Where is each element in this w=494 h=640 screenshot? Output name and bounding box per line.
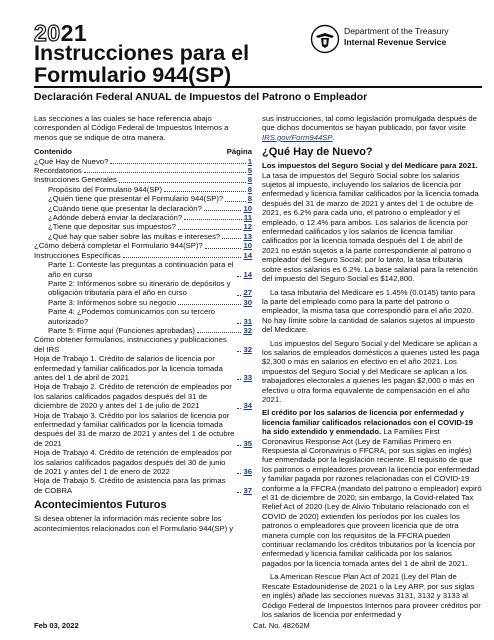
toc-entry-label: Propósito del Formulario 944(SP) [48, 184, 163, 194]
title-rule [34, 86, 482, 88]
toc-entry[interactable] [34, 204, 252, 213]
toc-leader-dots [237, 295, 241, 296]
toc-entry[interactable] [34, 232, 252, 241]
toc-page-link[interactable]: 5 [247, 166, 252, 176]
toc-entry-label: ¿Adónde deberá enviar la declaración? [48, 213, 183, 223]
toc-entry[interactable] [34, 279, 252, 298]
toc-entry[interactable] [34, 307, 252, 326]
toc-page-link[interactable]: 31 [243, 316, 252, 326]
toc-leader-dots [225, 201, 246, 202]
toc-page-link[interactable]: 8 [247, 194, 252, 204]
toc-entry-label: Hoja de Trabajo 5. Crédito de asistencia para las primas de COBRA [34, 476, 226, 495]
toc-entry-label: Hoja de Trabajo 1. Crédito de salarios de licencia por enfermedad y familiar calificados por la licencia tomada antes del 1 de abril de 2021 [34, 354, 223, 382]
toc-page-link[interactable]: 33 [243, 372, 252, 382]
toc-page-link[interactable]: 34 [243, 401, 252, 411]
tax-year-outline: 20 [34, 20, 61, 46]
title-line-2: Formulario 944(SP) [34, 63, 232, 87]
left-column [34, 114, 252, 537]
future-developments-text: Si desea obtener la información más reciente sobre los acontecimientos relacionados con el Formulario 944(SP) y [34, 514, 234, 533]
toc-leader-dots [197, 332, 241, 333]
toc-entry[interactable] [34, 476, 252, 495]
irs-eagle-logo-icon [310, 24, 340, 54]
toc-leader-dots [184, 219, 242, 220]
covid-credit-paragraph [262, 408, 482, 568]
agency-block [310, 24, 480, 54]
toc-leader-dots [237, 473, 241, 474]
continued-paragraph: sus instrucciones, tal como legislación promulgada después de que dichos documentos se hayan publicado, por favor visite IRS.gov/Form944SP. [262, 114, 477, 142]
toc-page-link[interactable]: 8 [247, 175, 252, 185]
toc-leader-dots [237, 445, 241, 446]
toc-leader-dots [237, 276, 241, 277]
toc-page-link[interactable]: 10 [243, 241, 252, 251]
toc-leader-dots [119, 182, 246, 183]
toc-leader-dots [178, 229, 242, 230]
right-column [262, 114, 482, 623]
toc-leader-dots [84, 172, 246, 173]
agency-irs: Internal Revenue Service [344, 37, 447, 47]
toc-page-link[interactable]: 13 [243, 231, 252, 241]
toc-entry[interactable] [34, 194, 252, 203]
toc-entry[interactable] [34, 326, 252, 335]
toc-entry-label: Parte 4: ¿Podemos comunicarnos con su tercero autorizado? [48, 307, 216, 326]
toc-entry[interactable] [34, 241, 252, 250]
toc-page-link[interactable]: 32 [243, 344, 252, 354]
toc-leader-dots [123, 257, 242, 258]
toc-leader-dots [204, 210, 242, 211]
toc-entry[interactable] [34, 298, 252, 307]
table-of-contents [34, 157, 252, 496]
toc-entry[interactable] [34, 157, 252, 166]
toc-entry[interactable] [34, 213, 252, 222]
toc-entry[interactable] [34, 448, 252, 476]
toc-entry[interactable] [34, 335, 252, 354]
toc-page-link[interactable]: 14 [243, 250, 252, 260]
toc-entry[interactable] [34, 251, 252, 260]
title-line-1: Instrucciones para el [34, 41, 250, 65]
footer-date: Feb 03, 2022 [34, 621, 79, 630]
toc-page-link[interactable]: 8 [247, 184, 252, 194]
toc-leader-dots [237, 408, 241, 409]
toc-page-link[interactable]: 30 [243, 297, 252, 307]
toc-entry-label: ¿Cómo deberá completar el Formulario 944(SP)? [34, 241, 203, 251]
toc-entry-label: ¿Tiene que depositar sus impuestos? [48, 222, 176, 232]
toc-entry-label: Recordatorios [34, 166, 82, 176]
form944sp-link[interactable]: IRS.gov/Form944SP [262, 132, 333, 142]
ss-medicare-text: La tasa de impuestos del Seguro Social sobre los salarios sujetos al impuesto, incluyendo los salarios de licencia por enfermedad y licencia familiar calificados por la licencia tomada después del 31 de marzo de 2021 y antes del 1 de octubre de 2021, es 6.2% para cada uno, el patrono o empleador y el empleado, o 12.4% para ambos. Los salarios de licencia por enfermedad calificados y los salarios de licencia familiar calificados por la licencia tomada después del 1 de abril de 2021 no están sujetos a la parte correspondiente al patrono o empleador del Seguro Social; por lo tanto, la tasa tributaria sobre estos salarios es 6.2%. La base salarial para la retención del impuesto del Seguro Social es $142,800. [262, 170, 479, 284]
toc-entry-label: Hoja de Trabajo 4. Crédito de retención de empleados por los salarios calificados pagados después del 30 de junio de 2021 y antes del 1 de enero de 2022 [34, 448, 232, 477]
toc-entry-label: Instrucciones Generales [34, 175, 117, 185]
ss-medicare-lead: Los impuestos del Seguro Social y del Medicare para 2021. [262, 161, 478, 171]
toc-entry[interactable] [34, 354, 252, 382]
toc-page-link[interactable]: 37 [243, 485, 252, 495]
toc-entry-label: Hoja de Trabajo 3. Crédito por los salarios de licencia por enfermedad y familiar calificados por la licencia tomada después del 31 de marzo de 2021 y antes del 1 de octubre de 2021 [34, 410, 235, 448]
toc-entry-label: ¿Quién tiene que presentar el Formulario 944(SP)? [48, 194, 224, 204]
agency-department: Department of the Treasury [344, 26, 449, 36]
continued-text: sus instrucciones, tal como legislación promulgada después de que dichos documentos se hayan publicado, por favor visite [262, 114, 477, 133]
toc-entry[interactable] [34, 175, 252, 184]
household-employees-paragraph: Los impuestos del Seguro Social y del Medicare se aplican a los salarios de empleados domésticos a quienes usted les paga $2,300 o más en salarios en efectivo en el año 2021. Los impuestos del Seguro Social y del Medicare se aplican a los trabajadores electorales a quienes les pagan $2,000 o más en efectivo u otra forma equivalente de compensación en el año 2021. [262, 338, 480, 404]
toc-page-link[interactable]: 32 [243, 325, 252, 335]
toc-page-link[interactable]: 10 [243, 203, 252, 213]
toc-leader-dots [178, 304, 241, 305]
toc-entry-label: Parte 2: Infórmenos sobre su itinerario de depósitos y obligación tributaria para el año en curso [48, 278, 231, 298]
page-title [34, 42, 249, 86]
toc-leader-dots [110, 163, 245, 164]
toc-leader-dots [237, 379, 241, 380]
covid-credit-lead: El crédito por los salarios de licencia por enfermedad y licencia familiar calificados relacionados con el COVID-19 ha sido extendido y enmendado. [262, 408, 474, 437]
toc-page-link[interactable]: 14 [243, 269, 252, 279]
toc-leader-dots [205, 248, 242, 249]
whats-new-heading: ¿Qué Hay de Nuevo? [262, 146, 373, 159]
toc-leader-dots [164, 191, 246, 192]
ss-medicare-paragraph [262, 161, 482, 283]
toc-leader-dots [222, 238, 241, 239]
toc-page-link[interactable]: 27 [243, 288, 252, 298]
future-developments-heading: Acontecimientos Futuros [34, 499, 167, 512]
toc-page-link[interactable]: 12 [243, 222, 252, 232]
toc-entry[interactable] [34, 222, 252, 231]
toc-entry-label: Hoja de Trabajo 2. Crédito de retención de empleados por los salarios calificados pagados después del 31 de diciembre de 2020 y antes del 1 de julio de 2021 [34, 382, 232, 411]
toc-title: Contenido [34, 147, 73, 157]
toc-page-label: Página [226, 147, 252, 157]
toc-entry[interactable] [34, 185, 252, 194]
toc-entry-label: Parte 3: Infórmenos sobre su negocio [48, 297, 177, 307]
toc-page-link[interactable]: 11 [243, 213, 252, 223]
intro-paragraph: Las secciones a las cuales se hace referencia abajo corresponden al Código Federal de Impuestos Internos a menos que se indique de otra manera. [34, 114, 229, 142]
toc-header [34, 147, 252, 156]
toc-entry[interactable] [34, 382, 252, 410]
toc-page-link[interactable]: 35 [243, 438, 252, 448]
toc-page-link[interactable]: 1 [247, 156, 252, 166]
toc-entry-label: ¿Qué Hay de Nuevo? [34, 156, 109, 166]
toc-entry-label: Parte 5: Firme aquí (Funciones aprobadas) [48, 325, 195, 335]
toc-entry[interactable] [34, 166, 252, 175]
footer-catalog-number: Cat. No. 48262M [253, 621, 310, 630]
tax-year-bold: 21 [60, 20, 88, 46]
toc-entry-label: ¿Cuándo tiene que presentar la declaración? [48, 203, 202, 213]
toc-leader-dots [237, 492, 241, 493]
toc-entry[interactable] [34, 411, 252, 449]
toc-entry-label: Cómo obtener formularios, instrucciones y publicaciones del IRS [34, 335, 227, 354]
toc-entry-label: ¿Qué hay que saber sobre las multas e intereses? [48, 231, 221, 241]
page-subtitle: Declaración Federal ANUAL de Impuestos del Patrono o Empleador [34, 92, 368, 103]
medicare-rate-paragraph: La tasa tributaria del Medicare es 1.45% (0.0145) tanto para la parte del empleado como para la parte del patrono o empleador, la misma tasa que correspondió para el año 2020. No hay límite sobre la cantidad de salarios sujetos al impuesto del Medicare. [262, 287, 476, 335]
toc-entry-label: Parte 1: Conteste las preguntas a continuación para el año en curso [48, 260, 234, 279]
toc-leader-dots [237, 323, 241, 324]
covid-credit-text: La Families First Coronavirus Response Act (Ley de Familias Primero en Respuesta al Coronavirus o FFCRA, por sus siglas en inglés) fue enmendada por la legislación reciente. El requisito de que los patronos o empleadores provean la licencia por enfermedad y familiar pagada por razones relacionadas con el COVID-19 conforme a la FFCRA (mandato del patrono o empleador) expiró el 31 de diciembre de 2020; sin embargo, la Covid-related Tax Relief Act of 2020 (Ley de Alivio Tributario relacionado con el COVID de 2020) extienden los períodos por los cuales los patronos o empleadores que proveen licencia que de otra manera cumple con los requisitos de la FFCRA pueden continuar reclamando los créditos tributarios por la licencia por enfermedad y licencia familiar calificada por los salarios pagados por la licencia tomada antes del 1 de abril de 2021. [262, 427, 482, 568]
toc-page-link[interactable]: 36 [243, 467, 252, 477]
toc-leader-dots [237, 351, 241, 352]
arp-paragraph: La American Rescue Plan Act of 2021 (Ley del Plan de Rescate Estadounidense de 2021 o la Ley ARP, por sus siglas en inglés) añade las secciones nuevas 3131, 3132 y 3133 al Código Federal de Impuestos Internos para proveer créditos por los salarios de licencia por enfermedad y [262, 572, 481, 619]
toc-entry-label: Instrucciones Específicas [34, 250, 121, 260]
toc-entry[interactable] [34, 260, 252, 279]
